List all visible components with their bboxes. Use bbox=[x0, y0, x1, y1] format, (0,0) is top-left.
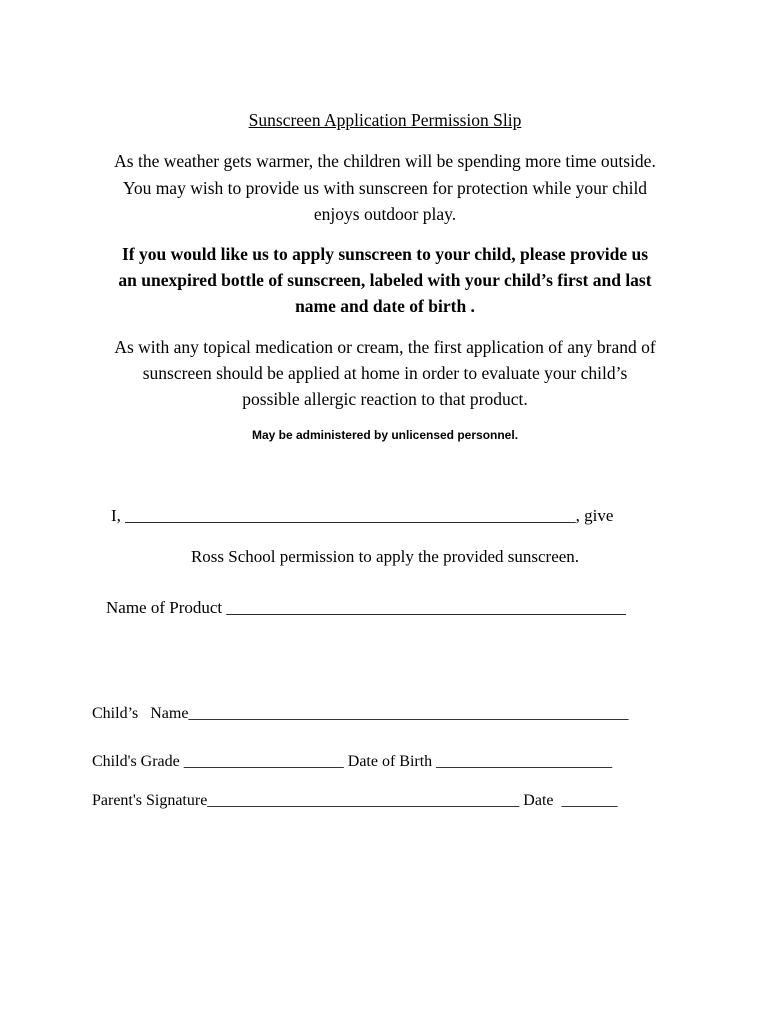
instruction-line-2: an unexpired bottle of sunscreen, labeled with your child’s first and last bbox=[118, 270, 652, 290]
instruction-line-3: name and date of birth . bbox=[295, 296, 475, 316]
product-name-field: Name of Product _______________________________________________ bbox=[106, 598, 626, 617]
administered-note: May be administered by unlicensed personnel. bbox=[251, 428, 519, 442]
intro-line-3: enjoys outdoor play. bbox=[313, 204, 457, 224]
consent-line: I, _____________________________________________________, give bbox=[111, 506, 614, 525]
intro-line-2: You may wish to provide us with sunscreen for protection while your child bbox=[122, 178, 648, 198]
document-title: Sunscreen Application Permission Slip bbox=[248, 110, 522, 130]
child-name-field: Child’s Name_______________________________________________________ bbox=[92, 705, 629, 722]
child-grade-dob-field: Child's Grade ____________________ Date of Birth ______________________ bbox=[92, 753, 613, 770]
instruction-line-1: If you would like us to apply sunscreen to your child, please provide us bbox=[121, 244, 649, 264]
parent-signature-field: Parent's Signature_______________________________________ Date _______ bbox=[92, 792, 618, 809]
permission-line: Ross School permission to apply the provided sunscreen. bbox=[190, 547, 580, 566]
medication-line-2: sunscreen should be applied at home in order to evaluate your child’s bbox=[142, 363, 628, 383]
medication-line-1: As with any topical medication or cream, the first application of any brand of bbox=[114, 337, 656, 357]
intro-line-1: As the weather gets warmer, the children will be spending more time outside. bbox=[114, 151, 656, 171]
medication-line-3: possible allergic reaction to that product. bbox=[242, 389, 528, 409]
